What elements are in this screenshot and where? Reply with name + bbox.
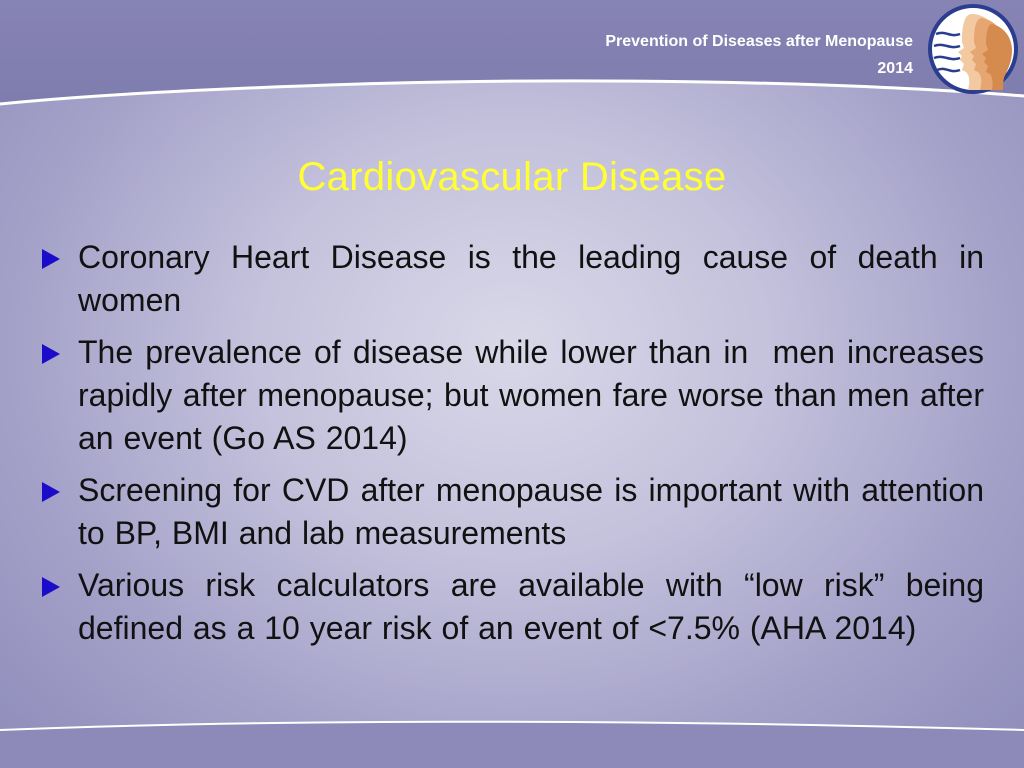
header-line-2: 2014 bbox=[877, 60, 913, 77]
bullet-item bbox=[38, 236, 984, 322]
bullet-arrow-icon bbox=[42, 577, 60, 597]
bullet-text: Coronary Heart Disease is the leading cause of death in women bbox=[78, 239, 984, 318]
bullet-item bbox=[38, 331, 994, 460]
footer-band bbox=[0, 708, 1024, 768]
bullet-text: Screening for CVD after menopause is important with attention to BP, BMI and lab measurements bbox=[78, 472, 984, 551]
bullet-text: The prevalence of disease while lower than in men increases rapidly after menopause; but women fare worse than men after an event (Go AS 2014) bbox=[78, 334, 994, 456]
bullet-arrow-icon bbox=[42, 482, 60, 502]
slide-title: Cardiovascular Disease bbox=[297, 155, 727, 199]
bullet-text: Various risk calculators are available with “low risk” being defined as a 10 year risk of an event of <7.5% (AHA 2014) bbox=[78, 567, 984, 646]
bullet-arrow-icon bbox=[42, 344, 60, 364]
bullet-item bbox=[38, 564, 984, 650]
bullet-item bbox=[38, 469, 984, 555]
bullet-list bbox=[38, 236, 994, 659]
profile-faces-logo-icon bbox=[928, 4, 1018, 94]
bullet-arrow-icon bbox=[42, 249, 60, 269]
conference-header bbox=[605, 28, 913, 82]
header-line-1: Prevention of Diseases after Menopause bbox=[605, 33, 913, 50]
